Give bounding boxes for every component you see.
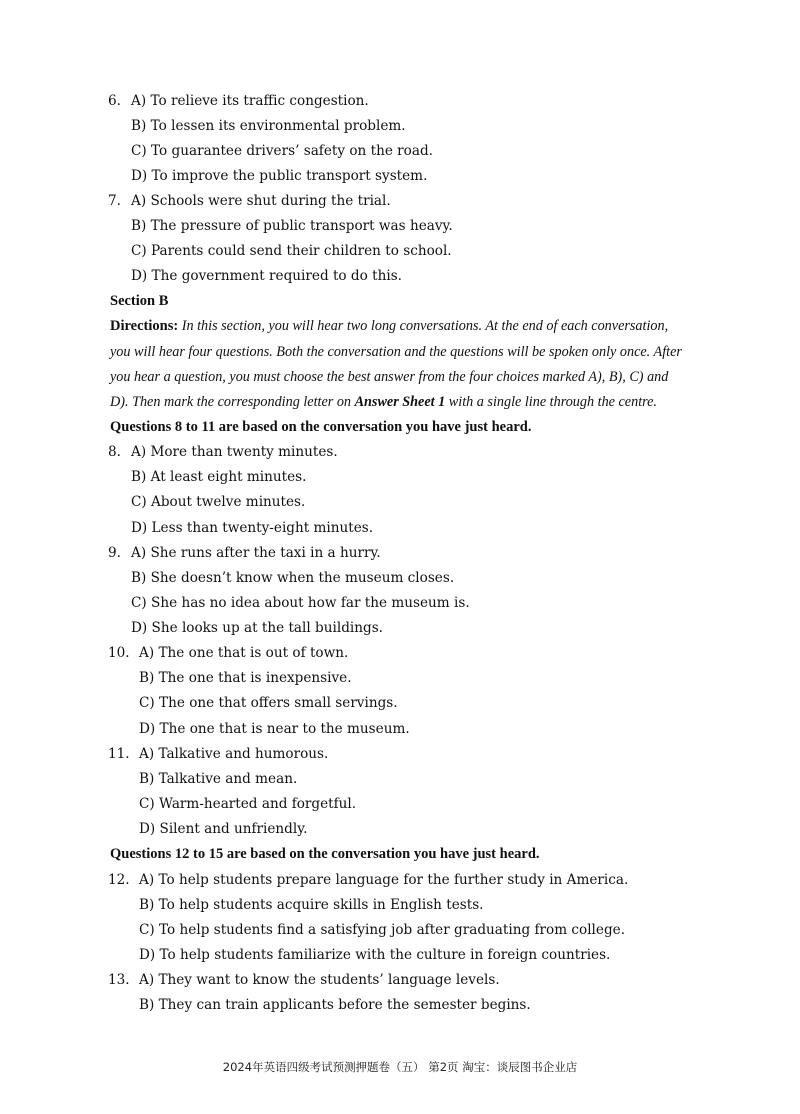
question-13-option-a: 13. A) They want to know the students’ language levels. — [108, 972, 500, 988]
question-8-option-a: 8. A) More than twenty minutes. — [108, 444, 338, 460]
question-10-option-c: C) The one that offers small servings. — [139, 695, 398, 711]
question-9-option-a: 9. A) She runs after the taxi in a hurry. — [108, 545, 381, 561]
question-group-heading-1: Questions 8 to 11 are based on the conversation you have just heard. — [110, 419, 532, 435]
question-11-option-b: B) Talkative and mean. — [139, 771, 298, 787]
question-7-option-a: 7. A) Schools were shut during the trial. — [108, 193, 391, 209]
question-10-option-d: D) The one that is near to the museum. — [139, 721, 410, 737]
question-8-option-b: B) At least eight minutes. — [131, 469, 307, 485]
question-10-option-b: B) The one that is inexpensive. — [139, 670, 352, 686]
question-9-option-d: D) She looks up at the tall buildings. — [131, 620, 383, 636]
section-heading: Section B — [110, 293, 169, 309]
question-8-option-c: C) About twelve minutes. — [131, 494, 306, 510]
question-11-option-a: 11. A) Talkative and humorous. — [108, 746, 329, 762]
question-6-option-d: D) To improve the public transport system. — [131, 168, 428, 184]
question-9-option-b: B) She doesn’t know when the museum closes. — [131, 570, 455, 586]
question-11-option-d: D) Silent and unfriendly. — [139, 821, 308, 837]
question-7-option-d: D) The government required to do this. — [131, 268, 402, 284]
question-6-option-a: 6. A) To relieve its traffic congestion. — [108, 93, 369, 109]
answer-sheet-label: Answer Sheet 1 — [354, 394, 446, 410]
question-8-option-d: D) Less than twenty-eight minutes. — [131, 520, 374, 536]
question-10-option-a: 10. A) The one that is out of town. — [108, 645, 349, 661]
question-13-option-b: B) They can train applicants before the semester begins. — [139, 997, 531, 1013]
question-6-option-b: B) To lessen its environmental problem. — [131, 118, 406, 134]
question-group-heading-2: Questions 12 to 15 are based on the conversation you have just heard. — [110, 846, 540, 862]
question-12-option-c: C) To help students find a satisfying job after graduating from college. — [139, 922, 626, 938]
question-7-option-c: C) Parents could send their children to school. — [131, 243, 452, 259]
question-12-option-a: 12. A) To help students prepare language for the further study in America. — [108, 872, 629, 888]
directions-line-3: you hear a question, you must choose the best answer from the four choices marked A), B), C) and — [110, 369, 669, 385]
page-footer: 2024年英语四级考试预测押题卷（五） 第2页 淘宝：谈辰图书企业店 — [222, 1060, 578, 1074]
question-12-option-d: D) To help students familiarize with the culture in foreign countries. — [139, 947, 611, 963]
directions-line-1: Directions: In this section, you will hear two long conversations. At the end of each conversation, — [110, 318, 669, 334]
question-6-option-c: C) To guarantee drivers’ safety on the road. — [131, 143, 433, 159]
directions-line-2: you will hear four questions. Both the conversation and the questions will be spoken only once. After — [110, 344, 682, 360]
question-12-option-b: B) To help students acquire skills in English tests. — [139, 897, 484, 913]
question-9-option-c: C) She has no idea about how far the museum is. — [131, 595, 470, 611]
question-7-option-b: B) The pressure of public transport was heavy. — [131, 218, 453, 234]
directions-line-4: D). Then mark the corresponding letter on Answer Sheet 1 with a single line through the centre. — [110, 394, 657, 410]
question-11-option-c: C) Warm-hearted and forgetful. — [139, 796, 357, 812]
